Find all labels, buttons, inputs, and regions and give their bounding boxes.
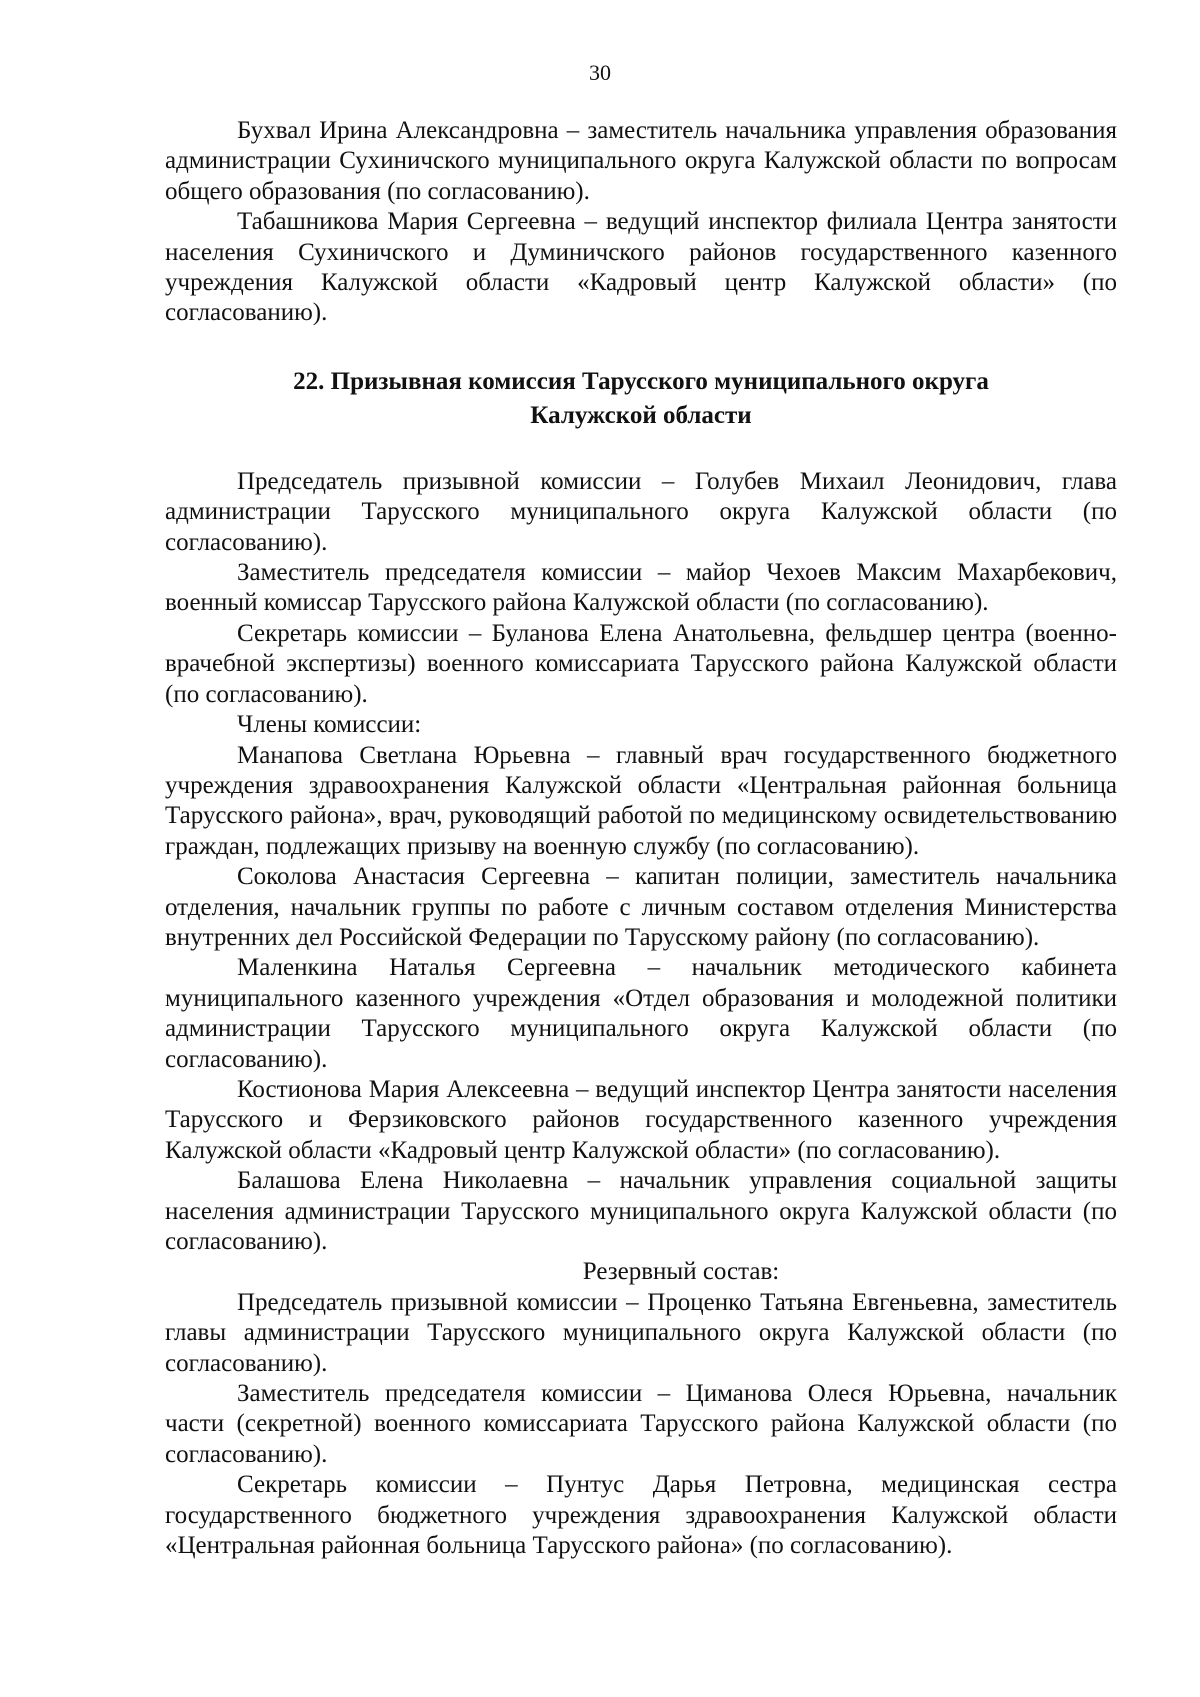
section-heading-line-2: Калужской области [530, 401, 752, 429]
paragraph-member-kostionova: Костионова Мария Алексеевна – ведущий инспектор Центра занятости населения Тарусского и Ферзиковского районов государственного казенного учреждения Калужской области «Кадровый центр Калужской области» (по согласованию). [165, 1075, 1117, 1164]
page-number: 30 [589, 60, 611, 85]
section-heading [165, 365, 1117, 433]
paragraph-member-manapova: Манапова Светлана Юрьевна – главный врач государственного бюджетного учреждения здравоохранения Калужской области «Центральная районная больница Тарусского района», врач, руководящий работой по медицинскому освидетельствованию граждан, подлежащих призыву на военную службу (по согласованию). [165, 741, 1117, 860]
paragraph-members-label: Члены комиссии: [237, 711, 422, 739]
paragraph-reserve-deputy: Заместитель председателя комиссии – Циманова Олеся Юрьевна, начальник части (секретной) военного комиссариата Тарусского района Калужской области (по согласованию). [165, 1380, 1117, 1468]
paragraph-member-malenkina: Маленкина Наталья Сергеевна – начальник методического кабинета муниципального казенного учреждения «Отдел образования и молодежной политики администрации Тарусского муниципального округа Калужской области (по согласованию). [165, 954, 1117, 1073]
paragraph-reserve-secretary: Секретарь комиссии – Пунтус Дарья Петровна, медицинская сестра государственного бюджетного учреждения здравоохранения Калужской области «Центральная районная больница Тарусского района» (по согласованию). [165, 1471, 1117, 1560]
paragraph-reserve-chairman: Председатель призывной комиссии – Проценко Татьяна Евгеньевна, заместитель главы администрации Тарусского муниципального округа Калужской области (по согласованию). [165, 1288, 1117, 1377]
paragraph-bukhval: Бухвал Ирина Александровна – заместитель начальника управления образования администрации Сухиничского муниципального округа Калужской области по вопросам общего образования (по согласованию). [165, 117, 1117, 205]
paragraph-chairman: Председатель призывной комиссии – Голубев Михаил Леонидович, глава администрации Тарусского муниципального округа Калужской области (по согласованию). [165, 467, 1117, 556]
paragraph-member-sokolova: Соколова Анастасия Сергеевна – капитан полиции, заместитель начальника отделения, начальник группы по работе с личным составом отделения Министерства внутренних дел Российской Федерации по Тарусскому району (по согласованию). [165, 863, 1117, 951]
reserve-label: Резервный состав: [582, 1258, 780, 1286]
paragraph-secretary: Секретарь комиссии – Буланова Елена Анатольевна, фельдшер центра (военно-врачебной экспертизы) военного комиссариата Тарусского района Калужской области (по согласованию). [165, 619, 1117, 708]
paragraph-deputy-chairman: Заместитель председателя комиссии – майор Чехоев Максим Махарбекович, военный комиссар Тарусского района Калужской области (по согласованию). [165, 559, 1117, 617]
paragraph-tabashnikova: Табашникова Мария Сергеевна – ведущий инспектор филиала Центра занятости населения Сухиничского и Думиничского районов государственного казенного учреждения Калужской области «Кадровый центр Калужской области» (по согласованию). [165, 208, 1117, 327]
document-body [165, 116, 1117, 1561]
section-heading-line-1: 22. Призывная комиссия Тарусского муниципального округа [293, 367, 989, 395]
paragraph-member-balashova: Балашова Елена Николаевна – начальник управления социальной защиты населения администрации Тарусского муниципального округа Калужской области (по согласованию). [165, 1167, 1117, 1255]
